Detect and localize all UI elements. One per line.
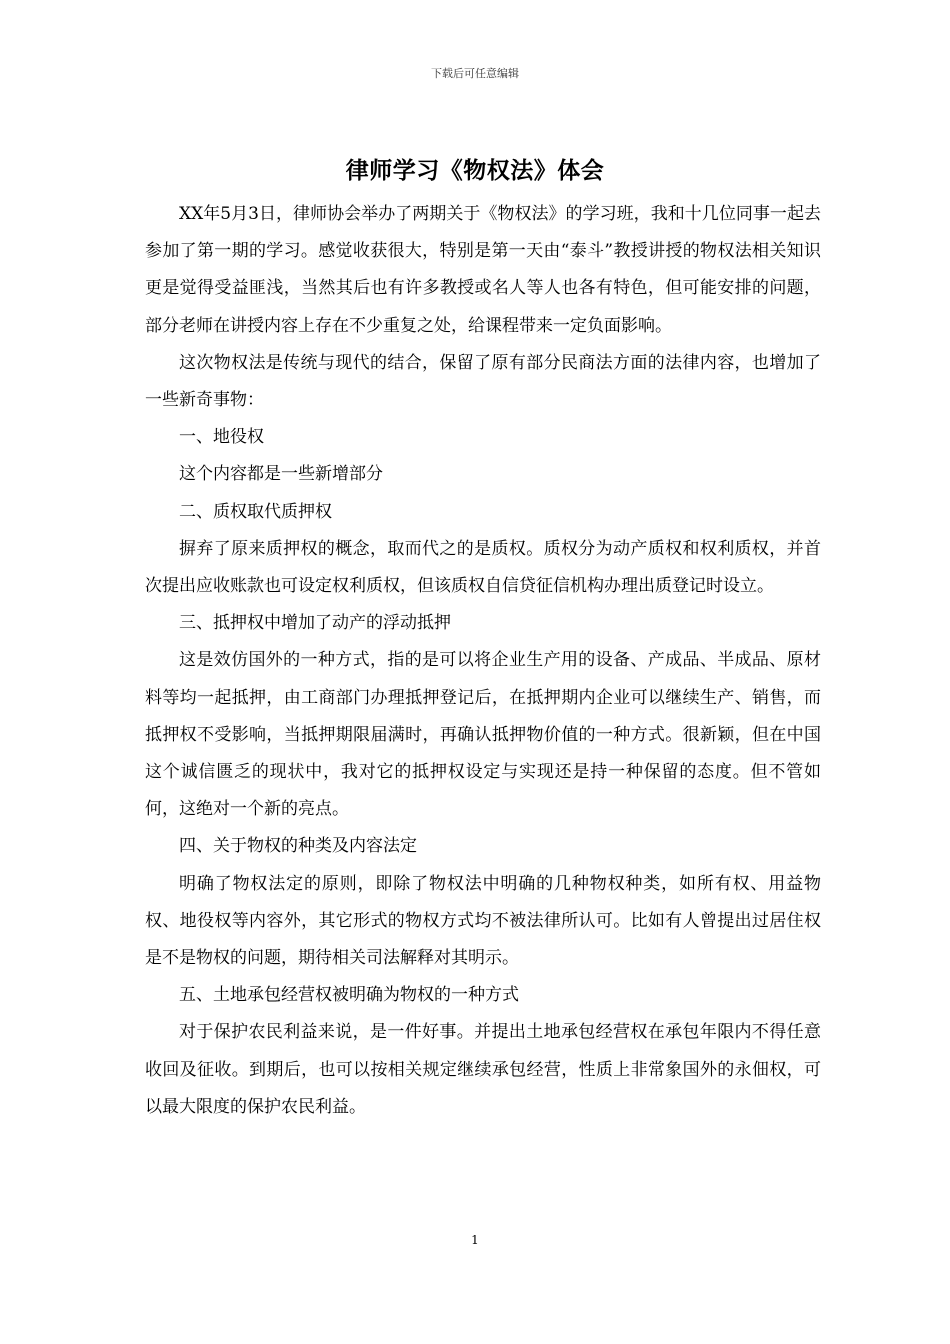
paragraph-section-3: 这是效仿国外的一种方式，指的是可以将企业生产用的设备、产成品、半成品、原材料等均一起抵押，由工商部门办理抵押登记后，在抵押期内企业可以继续生产、销售，而抵押权不受影响，当抵押期限届满时，再确认抵押物价值的一种方式。很新颖，但在中国这个诚信匮乏的现状中，我对它的抵押权设定与实现还是持一种保留的态度。但不管如何，这绝对一个新的亮点。 — [145, 650, 821, 820]
section-heading-4: 四、关于物权的种类及内容法定 — [179, 836, 417, 857]
section-heading-1: 一、地役权 — [179, 427, 264, 448]
document-title: 律师学习《物权法》体会 — [345, 157, 605, 184]
section-heading-2: 二、质权取代质押权 — [179, 501, 332, 522]
section-heading-5: 五、土地承包经营权被明确为物权的一种方式 — [179, 985, 519, 1006]
page-number: 1 — [471, 1233, 479, 1247]
document-body — [145, 196, 821, 1126]
page-header: 下载后可任意编辑 — [431, 67, 519, 80]
paragraph-intro: XX年5月3日，律师协会举办了两期关于《物权法》的学习班，我和十几位同事一起去参加了第一期的学习。感觉收获很大，特别是第一天由“泰斗”教授讲授的物权法相关知识更是觉得受益匪浅，当然其后也有许多教授或名人等人也各有特色，但可能安排的问题，部分老师在讲授内容上存在不少重复之处，给课程带来一定负面影响。 — [145, 204, 821, 336]
paragraph-overview: 这次物权法是传统与现代的结合，保留了原有部分民商法方面的法律内容，也增加了一些新奇事物： — [145, 352, 821, 411]
paragraph-section-2: 摒弃了原来质押权的概念，取而代之的是质权。质权分为动产质权和权利质权，并首次提出应收账款也可设定权利质权，但该质权自信贷征信机构办理出质登记时设立。 — [145, 538, 821, 597]
paragraph-section-4: 明确了物权法定的原则，即除了物权法中明确的几种物权种类，如所有权、用益物权、地役权等内容外，其它形式的物权方式均不被法律所认可。比如有人曾提出过居住权是不是物权的问题，期待相关司法解释对其明示。 — [145, 873, 821, 969]
paragraph-section-1: 这个内容都是一些新增部分 — [179, 464, 383, 485]
paragraph-section-5: 对于保护农民利益来说，是一件好事。并提出土地承包经营权在承包年限内不得任意收回及征收。到期后，也可以按相关规定继续承包经营，性质上非常象国外的永佃权，可以最大限度的保护农民利益。 — [145, 1022, 821, 1117]
section-heading-3: 三、抵押权中增加了动产的浮动抵押 — [179, 613, 451, 634]
